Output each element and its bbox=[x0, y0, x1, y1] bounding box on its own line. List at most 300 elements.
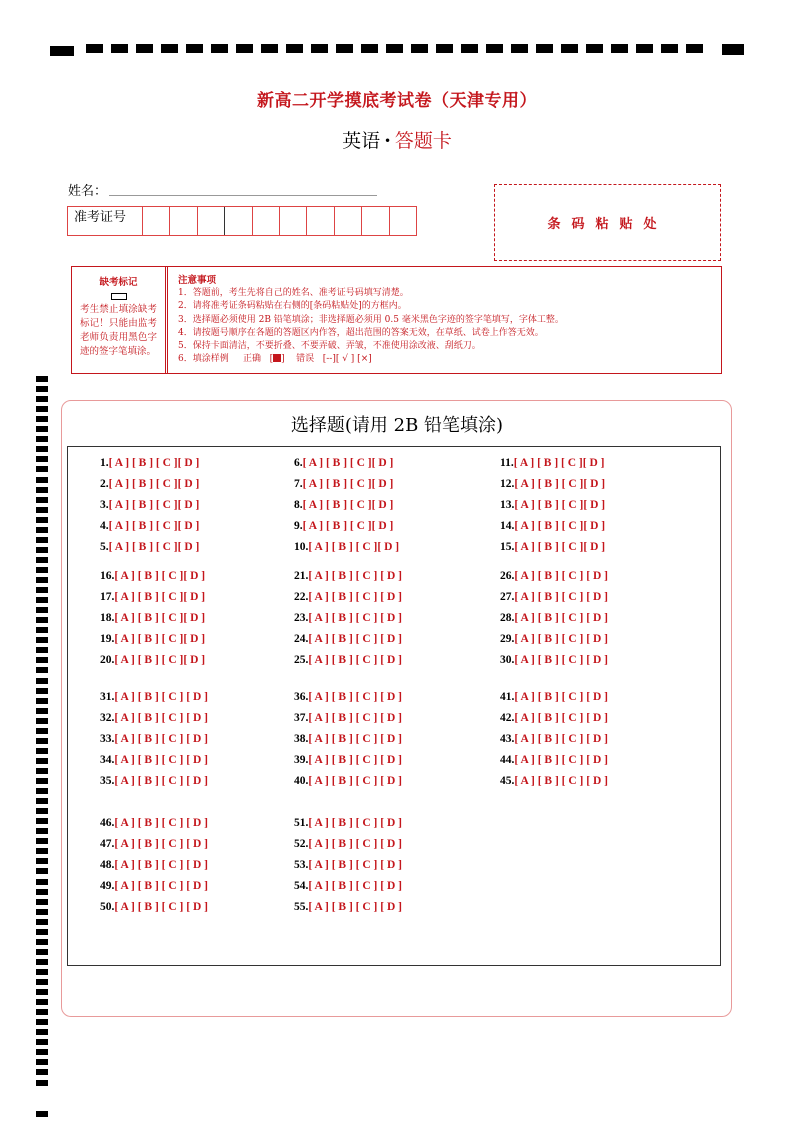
answer-options[interactable]: [ A ] [ B ] [ C ][ D ] bbox=[108, 499, 200, 511]
exam-id-cell[interactable] bbox=[334, 207, 361, 235]
timing-mark bbox=[36, 657, 48, 663]
timing-mark bbox=[461, 44, 478, 53]
question-row bbox=[294, 477, 393, 491]
question-number: 9. bbox=[294, 520, 303, 532]
timing-mark bbox=[36, 617, 48, 623]
question-number: 45. bbox=[500, 775, 515, 787]
question-row bbox=[100, 858, 208, 872]
answer-options[interactable]: [ A ] [ B ] [ C ] [ D ] bbox=[114, 859, 208, 871]
question-row bbox=[500, 632, 608, 646]
question-number: 2. bbox=[100, 478, 109, 490]
question-row bbox=[100, 569, 205, 583]
rule-item: 5．保持卡面清洁，不要折叠、不要弄破、弄皱，不准使用涂改液、刮纸刀。 bbox=[178, 341, 481, 352]
answer-options[interactable]: [ A ] [ B ] [ C ] [ D ] bbox=[308, 838, 402, 850]
timing-mark bbox=[36, 537, 48, 543]
absent-mark-text: 考生禁止填涂缺考标记！只能由监考老师负责用黑色字迹的签字笔填涂。 bbox=[80, 304, 157, 357]
timing-mark bbox=[361, 44, 378, 53]
top-timing-marks bbox=[50, 43, 746, 57]
timing-mark bbox=[36, 698, 48, 704]
question-row bbox=[100, 611, 205, 625]
timing-mark bbox=[36, 1039, 48, 1045]
question-row bbox=[294, 632, 402, 646]
question-number: 34. bbox=[100, 754, 115, 766]
answer-options[interactable]: [ A ] [ B ] [ C ] [ D ] bbox=[514, 691, 608, 703]
exam-id-cell[interactable] bbox=[389, 207, 416, 235]
timing-mark bbox=[36, 1029, 48, 1035]
timing-mark bbox=[36, 607, 48, 613]
answer-options[interactable]: [ A ] [ B ] [ C ][ D ] bbox=[308, 541, 400, 553]
question-row bbox=[500, 653, 608, 667]
answer-options[interactable]: [ A ] [ B ] [ C ] [ D ] bbox=[114, 880, 208, 892]
timing-mark bbox=[36, 999, 48, 1005]
timing-mark bbox=[36, 587, 48, 593]
question-number: 20. bbox=[100, 654, 115, 666]
question-number: 30. bbox=[500, 654, 515, 666]
question-number: 14. bbox=[500, 520, 515, 532]
example-wrong-label: 错误 bbox=[296, 354, 315, 365]
answer-options[interactable]: [ A ] [ B ] [ C ][ D ] bbox=[114, 612, 206, 624]
question-number: 51. bbox=[294, 817, 309, 829]
example-prefix: 6．填涂样例 bbox=[178, 354, 229, 365]
timing-mark bbox=[36, 969, 48, 975]
question-row bbox=[100, 690, 208, 704]
timing-mark bbox=[36, 879, 48, 885]
timing-mark bbox=[36, 748, 48, 754]
question-number: 19. bbox=[100, 633, 115, 645]
left-timing-marks bbox=[36, 376, 50, 1121]
question-number: 22. bbox=[294, 591, 309, 603]
timing-mark bbox=[36, 889, 48, 895]
timing-mark bbox=[36, 929, 48, 935]
timing-mark bbox=[336, 44, 353, 53]
timing-mark bbox=[36, 989, 48, 995]
question-row bbox=[294, 711, 402, 725]
question-row bbox=[500, 456, 604, 470]
exam-id-cell[interactable] bbox=[306, 207, 333, 235]
answer-options[interactable]: [ A ] [ B ] [ C ] [ D ] bbox=[114, 733, 208, 745]
answer-options[interactable]: [ A ] [ B ] [ C ] [ D ] bbox=[308, 775, 402, 787]
question-row bbox=[294, 858, 402, 872]
question-row bbox=[100, 816, 208, 830]
timing-mark bbox=[111, 44, 128, 53]
timing-mark bbox=[36, 466, 48, 472]
question-number: 24. bbox=[294, 633, 309, 645]
question-row bbox=[500, 498, 605, 512]
question-number: 6. bbox=[294, 457, 303, 469]
timing-mark bbox=[36, 979, 48, 985]
question-number: 46. bbox=[100, 817, 115, 829]
question-row bbox=[100, 456, 199, 470]
exam-id-label: 准考证号 bbox=[74, 210, 127, 225]
exam-id-cell[interactable] bbox=[169, 207, 196, 235]
answer-options[interactable]: [ A ] [ B ] [ C ][ D ] bbox=[108, 457, 200, 469]
question-number: 54. bbox=[294, 880, 309, 892]
answer-options[interactable]: [ A ] [ B ] [ C ] [ D ] bbox=[114, 817, 208, 829]
question-number: 25. bbox=[294, 654, 309, 666]
timing-mark bbox=[286, 44, 303, 53]
answer-options[interactable]: [ A ] [ B ] [ C ][ D ] bbox=[108, 478, 200, 490]
answer-options[interactable]: [ A ] [ B ] [ C ] [ D ] bbox=[114, 901, 208, 913]
timing-mark bbox=[36, 909, 48, 915]
card-name-label: 答题卡 bbox=[394, 130, 452, 152]
absent-mark-title: 缺考标记 bbox=[99, 277, 138, 288]
exam-id-cell[interactable] bbox=[142, 207, 169, 235]
question-number: 5. bbox=[100, 541, 109, 553]
question-row bbox=[100, 653, 205, 667]
timing-mark bbox=[36, 647, 48, 653]
timing-mark bbox=[36, 497, 48, 503]
answer-options[interactable]: [ A ] [ B ] [ C ] [ D ] bbox=[114, 754, 208, 766]
exam-title: 新高二开学摸底考试卷（天津专用） bbox=[257, 91, 537, 111]
answer-options[interactable]: [ A ] [ B ] [ C ][ D ] bbox=[108, 541, 200, 553]
answer-options[interactable]: [ A ] [ B ] [ C ] [ D ] bbox=[308, 712, 402, 724]
rules-panel bbox=[168, 267, 721, 373]
question-number: 39. bbox=[294, 754, 309, 766]
question-number: 35. bbox=[100, 775, 115, 787]
question-row bbox=[294, 456, 393, 470]
question-row bbox=[500, 569, 608, 583]
question-number: 49. bbox=[100, 880, 115, 892]
question-row bbox=[100, 519, 199, 533]
answer-options[interactable]: [ A ] [ B ] [ C ] [ D ] bbox=[308, 591, 402, 603]
timing-mark bbox=[136, 44, 153, 53]
question-row bbox=[100, 753, 208, 767]
timing-mark bbox=[486, 44, 503, 53]
answer-options[interactable]: [ A ] [ B ] [ C ][ D ] bbox=[302, 520, 394, 532]
question-row bbox=[100, 900, 208, 914]
timing-mark bbox=[36, 1069, 48, 1075]
question-number: 11. bbox=[500, 457, 514, 469]
answer-options[interactable]: [ A ] [ B ] [ C ] [ D ] bbox=[308, 733, 402, 745]
question-number: 8. bbox=[294, 499, 303, 511]
answer-options[interactable]: [ A ] [ B ] [ C ] [ D ] bbox=[514, 754, 608, 766]
rule-example: 6．填涂样例 正确 [ ] 错误 [--][ √ ] [×] bbox=[178, 354, 372, 365]
timing-mark bbox=[36, 577, 48, 583]
question-row bbox=[100, 774, 208, 788]
question-number: 36. bbox=[294, 691, 309, 703]
timing-mark bbox=[36, 1009, 48, 1015]
question-row bbox=[100, 540, 199, 554]
example-wrong-marks: [--][ √ ] [×] bbox=[322, 354, 372, 365]
timing-mark bbox=[36, 919, 48, 925]
answer-options[interactable]: [ A ] [ B ] [ C ] [ D ] bbox=[514, 654, 608, 666]
timing-mark bbox=[36, 758, 48, 764]
timing-mark bbox=[36, 527, 48, 533]
answer-options[interactable]: [ A ] [ B ] [ C ] [ D ] bbox=[514, 633, 608, 645]
barcode-area: 条码粘贴处 bbox=[494, 184, 721, 261]
timing-mark bbox=[36, 1111, 48, 1117]
timing-mark bbox=[36, 778, 48, 784]
answer-options[interactable]: [ A ] [ B ] [ C ] [ D ] bbox=[308, 570, 402, 582]
answer-options[interactable]: [ A ] [ B ] [ C ] [ D ] bbox=[308, 633, 402, 645]
question-row bbox=[100, 632, 205, 646]
timing-mark bbox=[36, 899, 48, 905]
rule-item: 1．答题前，考生先将自己的姓名、准考证号码填写清楚。 bbox=[178, 288, 409, 299]
question-row bbox=[100, 477, 199, 491]
question-number: 15. bbox=[500, 541, 515, 553]
answer-options[interactable]: [ A ] [ B ] [ C ] [ D ] bbox=[514, 591, 608, 603]
timing-mark bbox=[86, 44, 103, 53]
question-row bbox=[500, 477, 605, 491]
answer-options[interactable]: [ A ] [ B ] [ C ][ D ] bbox=[108, 520, 200, 532]
question-number: 42. bbox=[500, 712, 515, 724]
question-number: 44. bbox=[500, 754, 515, 766]
question-number: 41. bbox=[500, 691, 515, 703]
question-row bbox=[294, 732, 402, 746]
timing-mark bbox=[36, 507, 48, 513]
answer-options[interactable]: [ A ] [ B ] [ C ] [ D ] bbox=[514, 570, 608, 582]
question-row bbox=[100, 498, 199, 512]
question-row bbox=[294, 540, 399, 554]
timing-mark bbox=[36, 708, 48, 714]
answer-options[interactable]: [ A ] [ B ] [ C ] [ D ] bbox=[514, 775, 608, 787]
timing-mark bbox=[36, 487, 48, 493]
question-number: 4. bbox=[100, 520, 109, 532]
timing-mark bbox=[211, 44, 228, 53]
timing-mark bbox=[36, 477, 48, 483]
timing-mark bbox=[36, 788, 48, 794]
timing-mark bbox=[586, 44, 603, 53]
question-number: 1. bbox=[100, 457, 109, 469]
answer-options[interactable]: [ A ] [ B ] [ C ] [ D ] bbox=[114, 691, 208, 703]
timing-mark bbox=[36, 828, 48, 834]
question-row bbox=[500, 753, 608, 767]
timing-mark bbox=[36, 939, 48, 945]
timing-mark bbox=[261, 44, 278, 53]
exam-id-cell[interactable] bbox=[224, 207, 251, 235]
answer-options[interactable]: [ A ] [ B ] [ C ] [ D ] bbox=[308, 817, 402, 829]
question-number: 3. bbox=[100, 499, 109, 511]
timing-mark bbox=[36, 768, 48, 774]
timing-mark bbox=[36, 637, 48, 643]
timing-mark bbox=[36, 678, 48, 684]
absent-mark-panel bbox=[72, 267, 168, 373]
timing-mark bbox=[36, 868, 48, 874]
name-field[interactable] bbox=[109, 195, 377, 196]
answer-options[interactable]: [ A ] [ B ] [ C ][ D ] bbox=[114, 570, 206, 582]
question-row bbox=[100, 837, 208, 851]
question-number: 23. bbox=[294, 612, 309, 624]
timing-mark bbox=[511, 44, 528, 53]
timing-mark bbox=[36, 728, 48, 734]
filled-mark-icon bbox=[273, 354, 281, 362]
timing-mark bbox=[661, 44, 678, 53]
timing-mark bbox=[36, 718, 48, 724]
question-row bbox=[294, 519, 393, 533]
question-row bbox=[100, 879, 208, 893]
timing-mark bbox=[161, 44, 178, 53]
timing-mark bbox=[36, 1019, 48, 1025]
question-number: 27. bbox=[500, 591, 515, 603]
timing-mark bbox=[36, 838, 48, 844]
question-row bbox=[294, 590, 402, 604]
timing-mark bbox=[36, 547, 48, 553]
timing-mark bbox=[36, 436, 48, 442]
timing-mark bbox=[561, 44, 578, 53]
answer-options[interactable]: [ A ] [ B ] [ C ][ D ] bbox=[513, 457, 605, 469]
question-number: 53. bbox=[294, 859, 309, 871]
answer-options[interactable]: [ A ] [ B ] [ C ][ D ] bbox=[302, 457, 394, 469]
timing-mark bbox=[36, 627, 48, 633]
question-number: 55. bbox=[294, 901, 309, 913]
timing-mark bbox=[36, 376, 48, 382]
timing-mark bbox=[411, 44, 428, 53]
answer-options[interactable]: [ A ] [ B ] [ C ] [ D ] bbox=[308, 880, 402, 892]
answer-options[interactable]: [ A ] [ B ] [ C ][ D ] bbox=[114, 633, 206, 645]
question-number: 48. bbox=[100, 859, 115, 871]
question-number: 21. bbox=[294, 570, 309, 582]
question-row bbox=[500, 611, 608, 625]
card-subtitle bbox=[0, 126, 794, 153]
exam-id-cell[interactable] bbox=[279, 207, 306, 235]
answer-options[interactable]: [ A ] [ B ] [ C ] [ D ] bbox=[308, 612, 402, 624]
question-number: 18. bbox=[100, 612, 115, 624]
timing-mark bbox=[36, 456, 48, 462]
answer-options[interactable]: [ A ] [ B ] [ C ][ D ] bbox=[114, 591, 206, 603]
answer-options[interactable]: [ A ] [ B ] [ C ] [ D ] bbox=[308, 654, 402, 666]
question-row bbox=[294, 816, 402, 830]
timing-mark bbox=[36, 597, 48, 603]
question-number: 31. bbox=[100, 691, 115, 703]
answer-options[interactable]: [ A ] [ B ] [ C ] [ D ] bbox=[114, 775, 208, 787]
answer-options[interactable]: [ A ] [ B ] [ C ] [ D ] bbox=[308, 691, 402, 703]
question-row bbox=[500, 774, 608, 788]
subtitle-separator: · bbox=[384, 130, 391, 152]
timing-mark bbox=[36, 1080, 48, 1086]
timing-mark bbox=[36, 396, 48, 402]
example-correct-label: 正确 bbox=[243, 354, 262, 365]
question-row bbox=[100, 590, 205, 604]
rules-title: 注意事项 bbox=[178, 275, 217, 286]
question-number: 50. bbox=[100, 901, 115, 913]
answer-options[interactable]: [ A ] [ B ] [ C ] [ D ] bbox=[514, 612, 608, 624]
rule-item: 3．选择题必须使用 2B 铅笔填涂；非选择题必须用 0.5 毫米黑色字迹的签字笔填写，字体工整。 bbox=[178, 314, 564, 325]
timing-mark bbox=[36, 858, 48, 864]
timing-mark bbox=[36, 808, 48, 814]
timing-mark bbox=[311, 44, 328, 53]
answer-options[interactable]: [ A ] [ B ] [ C ] [ D ] bbox=[514, 712, 608, 724]
question-number: 43. bbox=[500, 733, 515, 745]
question-row bbox=[100, 732, 208, 746]
notice-box bbox=[71, 266, 722, 374]
section-title: 选择题(请用 2B 铅笔填涂) bbox=[290, 415, 504, 436]
answer-options[interactable]: [ A ] [ B ] [ C ] [ D ] bbox=[308, 901, 402, 913]
question-row bbox=[294, 879, 402, 893]
timing-mark bbox=[36, 557, 48, 563]
question-row bbox=[500, 590, 608, 604]
question-number: 29. bbox=[500, 633, 515, 645]
answer-options[interactable]: [ A ] [ B ] [ C ][ D ] bbox=[514, 499, 606, 511]
question-number: 16. bbox=[100, 570, 115, 582]
question-row bbox=[294, 837, 402, 851]
subject-label: 英语 bbox=[342, 130, 381, 152]
answer-options[interactable]: [ A ] [ B ] [ C ][ D ] bbox=[302, 499, 394, 511]
timing-mark bbox=[36, 959, 48, 965]
question-row bbox=[500, 732, 608, 746]
timing-mark bbox=[36, 1049, 48, 1055]
answer-options[interactable]: [ A ] [ B ] [ C ] [ D ] bbox=[114, 712, 208, 724]
timing-mark bbox=[36, 949, 48, 955]
question-row bbox=[294, 569, 402, 583]
answer-options[interactable]: [ A ] [ B ] [ C ][ D ] bbox=[302, 478, 394, 490]
question-row bbox=[500, 519, 605, 533]
question-number: 26. bbox=[500, 570, 515, 582]
timing-mark bbox=[686, 44, 703, 53]
answer-options[interactable]: [ A ] [ B ] [ C ][ D ] bbox=[514, 541, 606, 553]
exam-id-cell[interactable] bbox=[197, 207, 224, 235]
question-row bbox=[500, 711, 608, 725]
answer-options[interactable]: [ A ] [ B ] [ C ] [ D ] bbox=[308, 859, 402, 871]
answer-options[interactable]: [ A ] [ B ] [ C ][ D ] bbox=[514, 520, 606, 532]
timing-mark bbox=[36, 688, 48, 694]
timing-mark bbox=[186, 44, 203, 53]
timing-mark bbox=[636, 44, 653, 53]
question-number: 28. bbox=[500, 612, 515, 624]
timing-mark bbox=[611, 44, 628, 53]
timing-mark bbox=[36, 567, 48, 573]
answer-options[interactable]: [ A ] [ B ] [ C ] [ D ] bbox=[514, 733, 608, 745]
question-row bbox=[294, 653, 402, 667]
timing-mark bbox=[36, 386, 48, 392]
question-number: 13. bbox=[500, 499, 515, 511]
timing-mark bbox=[36, 446, 48, 452]
question-number: 52. bbox=[294, 838, 309, 850]
answer-options[interactable]: [ A ] [ B ] [ C ] [ D ] bbox=[308, 754, 402, 766]
question-row bbox=[294, 900, 402, 914]
rule-item: 2．请将准考证条码粘贴在右侧的[条码粘贴处]的方框内。 bbox=[178, 301, 407, 312]
rule-item: 4．请按题号顺序在各题的答题区内作答，超出范围的答案无效，在草纸、试卷上作答无效。 bbox=[178, 327, 544, 338]
timing-mark bbox=[386, 44, 403, 53]
timing-mark bbox=[36, 818, 48, 824]
name-label: 姓名： bbox=[68, 184, 108, 199]
question-number: 40. bbox=[294, 775, 309, 787]
question-number: 7. bbox=[294, 478, 303, 490]
timing-mark bbox=[36, 667, 48, 673]
timing-mark bbox=[722, 44, 744, 55]
absent-mark-box[interactable] bbox=[111, 293, 127, 300]
question-number: 17. bbox=[100, 591, 115, 603]
exam-id-cell[interactable] bbox=[252, 207, 279, 235]
answer-options[interactable]: [ A ] [ B ] [ C ][ D ] bbox=[514, 478, 606, 490]
question-row bbox=[500, 540, 605, 554]
answer-options[interactable]: [ A ] [ B ] [ C ][ D ] bbox=[114, 654, 206, 666]
question-number: 47. bbox=[100, 838, 115, 850]
timing-mark bbox=[36, 1059, 48, 1065]
question-row bbox=[100, 711, 208, 725]
question-row bbox=[294, 753, 402, 767]
question-row bbox=[500, 690, 608, 704]
exam-id-cell[interactable] bbox=[361, 207, 388, 235]
timing-mark bbox=[36, 848, 48, 854]
question-row bbox=[294, 774, 402, 788]
question-number: 10. bbox=[294, 541, 309, 553]
timing-mark bbox=[50, 46, 74, 56]
timing-mark bbox=[236, 44, 253, 53]
answer-options[interactable]: [ A ] [ B ] [ C ] [ D ] bbox=[114, 838, 208, 850]
timing-mark bbox=[536, 44, 553, 53]
question-number: 32. bbox=[100, 712, 115, 724]
question-number: 12. bbox=[500, 478, 515, 490]
timing-mark bbox=[436, 44, 453, 53]
question-row bbox=[294, 498, 393, 512]
question-number: 37. bbox=[294, 712, 309, 724]
question-number: 33. bbox=[100, 733, 115, 745]
timing-mark bbox=[36, 517, 48, 523]
exam-id-grid bbox=[67, 206, 417, 236]
question-number: 38. bbox=[294, 733, 309, 745]
timing-mark bbox=[36, 798, 48, 804]
timing-mark bbox=[36, 738, 48, 744]
